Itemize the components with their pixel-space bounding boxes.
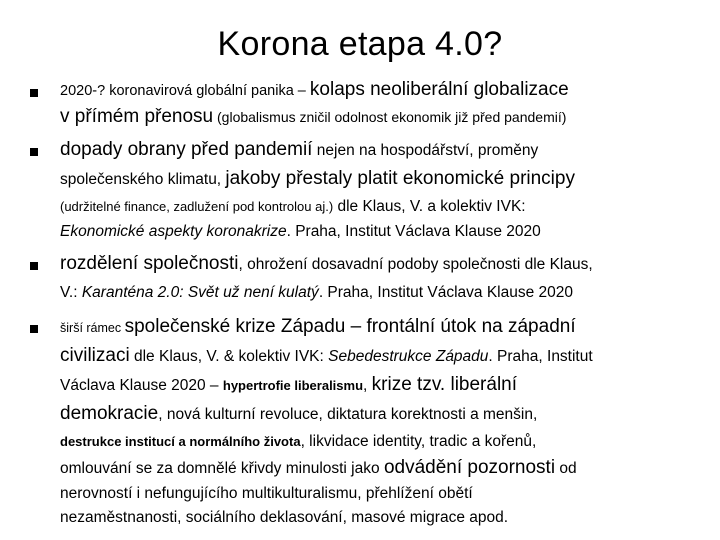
bullet-4-text-f: , likvidace identity, tradic a kořenů, — [300, 433, 537, 450]
bullet-3-book-title: Karanténa 2.0: Svět už není kulatý — [81, 284, 319, 301]
bullet-3-emphasis: rozdělení společnosti — [60, 253, 239, 274]
bullet-4-emphasis-f: destrukce institucí a normálního života — [60, 434, 301, 449]
bullet-item-3 — [30, 250, 710, 307]
bullet-4-text-h: od — [555, 460, 577, 477]
bullet-4-line-5 — [60, 429, 710, 455]
bullet-4-text-a: širší rámec — [60, 321, 125, 335]
bullet-3-author: V.: — [60, 284, 82, 301]
bullet-4-line-4 — [60, 400, 710, 429]
bullet-4-emphasis-g: odvádění pozornosti — [383, 457, 556, 478]
bullet-list — [30, 77, 710, 530]
bullet-3-line-2 — [60, 279, 710, 307]
square-bullet-icon — [30, 89, 38, 97]
bullet-4-book-title: Sebedestrukce Západu — [328, 348, 489, 365]
slide-title: Korona etapa 4.0? — [217, 25, 503, 63]
square-bullet-icon — [30, 325, 38, 333]
bullet-4-text-e: , nová kulturní revoluce, diktatura korektnosti a menšin, — [158, 406, 538, 423]
bullet-2-line-3 — [60, 194, 710, 220]
bullet-2-line-2 — [60, 165, 710, 194]
bullet-2-emphasis-a: dopady obrany před pandemií — [60, 139, 313, 160]
bullet-item-2 — [30, 136, 710, 244]
bullet-4-line-8 — [60, 506, 710, 530]
bullet-item-4 — [30, 313, 710, 530]
bullet-4-line-2 — [60, 342, 710, 371]
bullet-2-book-title: Ekonomické aspekty koronakrize — [60, 223, 287, 240]
bullet-4-line-1 — [60, 313, 710, 342]
square-bullet-icon — [30, 262, 38, 270]
bullet-1-note: (globalismus zničil odolnost ekonomik již před pandemií) — [213, 109, 567, 125]
bullet-4-emphasis-d: krize tzv. liberální — [371, 374, 518, 395]
bullet-4-text-c: . Praha, Institut — [488, 348, 593, 365]
bullet-1-emphasis-a: kolaps neoliberální globalizace — [309, 79, 569, 100]
bullet-3-text-a: , ohrožení dosavadní podoby společnosti dle Klaus, — [238, 256, 593, 273]
bullet-2-text-c: dle Klaus, V. a kolektiv IVK: — [333, 198, 526, 215]
bullet-2-text-d: . Praha, Institut Václava Klause 2020 — [286, 223, 541, 240]
bullet-3-line-1 — [60, 250, 710, 279]
bullet-4-line-7 — [60, 482, 710, 506]
bullet-4-line-3 — [60, 371, 710, 400]
bullet-4-text-d: Václava Klause 2020 – — [60, 377, 223, 394]
bullet-3-text-b: . Praha, Institut Václava Klause 2020 — [318, 284, 573, 301]
bullet-4-emphasis-e: demokracie — [60, 403, 159, 424]
bullet-1-text-a: koronavirová globální panika – — [109, 83, 310, 99]
bullet-2-note: (udržitelné finance, zadlužení pod kontrolou aj.) — [60, 199, 334, 214]
bullet-2-line-4 — [60, 220, 710, 244]
bullet-4-sep: , — [363, 377, 372, 394]
bullet-2-line-1 — [60, 136, 710, 165]
bullet-4-text-b: dle Klaus, V. & kolektiv IVK: — [129, 348, 329, 365]
bullet-4-emphasis-b: civilizaci — [60, 345, 130, 366]
bullet-4-emphasis-c: hypertrofie liberalismu — [222, 378, 364, 393]
bullet-4-text-j: nezaměstnanosti, sociálního deklasování, masové migrace apod. — [60, 509, 509, 526]
bullet-2-emphasis-b: jakoby přestaly platit ekonomické principy — [225, 168, 575, 189]
bullet-2-text-b: společenského klimatu, — [60, 171, 226, 188]
bullet-1-line-2 — [60, 104, 710, 130]
bullet-1-period: 2020-? — [60, 83, 110, 99]
bullet-1-emphasis-b: v přímém přenosu — [60, 106, 214, 127]
bullet-1-line-1 — [60, 77, 710, 104]
bullet-4-text-i: nerovností i nefungujícího multikulturalismu, přehlížení obětí — [60, 485, 473, 502]
bullet-4-emphasis-a: společenské krize Západu – frontální útok na západní — [124, 316, 576, 337]
bullet-4-line-6 — [60, 455, 710, 482]
bullet-item-1 — [30, 77, 710, 130]
bullet-4-text-g: omlouvání se za domnělé křivdy minulosti jako — [60, 460, 384, 477]
bullet-2-text-a: nejen na hospodářství, proměny — [312, 142, 539, 159]
square-bullet-icon — [30, 148, 38, 156]
